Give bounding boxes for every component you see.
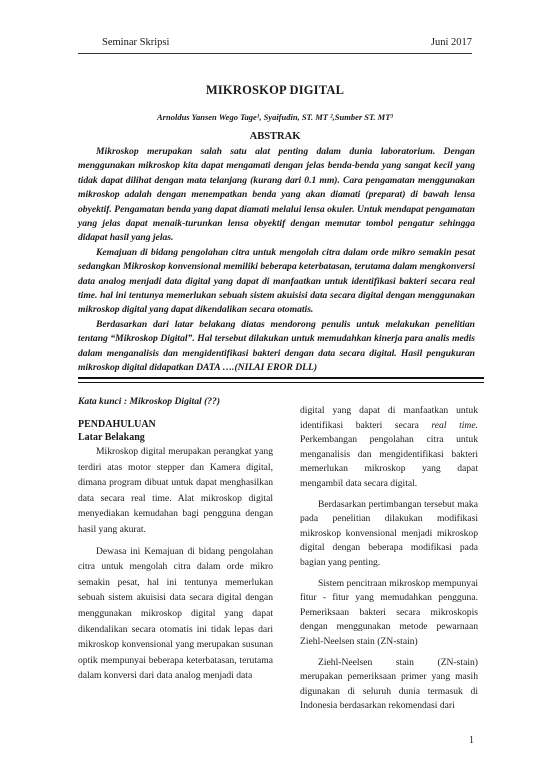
right-column [300,404,478,714]
emphasis-real-time: real time. [431,419,478,431]
running-header-left: Seminar Skripsi [102,37,170,48]
body-paragraph: Dewasa ini Kemajuan di bidang pengolahan citra untuk mengolah citra dalam orde mikro semakin pesat, hal ini tentunya memerlukan sebuah sistem akuisisi data secara digital dengan menggunakan mikroskop digital yang dapat dikendalikan secara otomatis ini tidak lepas dari mikroskop konvensional yang merupakan susunan optik mempunyai beberapa keterbatasan, terutama dalam konversi dari data analog menjadi data [78,545,273,682]
abstract-paragraph-2: Kemajuan di bidang pengolahan citra untuk mengolah citra dalam orde mikro semakin pesat sedangkan Mikroskop konvensional memiliki beberapa keterbatasan, terutama dalam mengkonversi data analog menjadi data digital yang dapat di manfaatkan untuk identifikasi bakteri secara real time. hal ini tentunya memerlukan sebuah sistem akuisisi data secara digital dengan menggunakan mikroskop digital yang dapat dikendalikan secara otomatis. [78,246,475,316]
abstract-divider-thick [78,377,484,379]
body-paragraph: Ziehl-Neelsen stain (ZN-stain) merupakan pemeriksaan primer yang masih digunakan di seluruh dunia termasuk di Indonesia berdasarkan rekomendasi dari [300,656,478,712]
body-paragraph: digital yang dapat di manfaatkan untuk identifikasi bakteri secara real time. Perkembangan pengolahan citra untuk menganalisis dan mengidentifikasi bakteri memerlukan mikroskop yang dapat mengambil data secara digital. [300,405,478,489]
page-number: 1 [469,735,474,746]
abstract-paragraph-1: Mikroskop merupakan salah satu alat penting dalam dunia laboratorium. Dengan menggunakan mikroskop kita dapat mengamati dengan jelas benda-benda yang sangat kecil yang tidak dapat dilihat dengan mata telanjang (kurang dari 0.1 mm). Cara pengamatan menggunakan mikroskop adalah dengan menempatkan benda yang akan diamati (preparat) di bawah lensa obyektif. Pengamatan benda yang dapat diamati melalui lensa okuler. Untuk mendapat pengamatan yang jelas dapat menaik-turunkan lensa obyektif dengan memutar tombol pengatur sehingga didapat hasil yang jelas. [78,146,475,244]
abstract-paragraph-3: Berdasarkan dari latar belakang diatas mendorong penulis untuk melakukan penelitian tentang “Mikroskop Digital”. Hal tersebut dilakukan untuk memudahkan kinerja para analis medis dalam menganalisis dan mengidentifikasi bakteri dengan data secara digital. Hasil pengukuran mikroskop digital didapatkan DATA ….(NILAI EROR DLL) [78,318,475,374]
header-divider [78,53,472,54]
author-list: Arnoldus Yansen Wego Tage¹, Syaifudin, ST. MT ²,Sumber ST. MT³ [157,112,393,122]
body-paragraph: Sistem pencitraan mikroskop mempunyai fitur - fitur yang memudahkan pengguna. Pemeriksaan bakteri secara mikroskopis dengan menggunakan metode pewarnaan Ziehl-Neelsen stain (ZN-stain) [300,577,478,647]
paper-title: MIKROSKOP DIGITAL [205,83,345,97]
keywords: Kata kunci : Mikroskop Digital (??) [78,396,221,407]
abstract-heading: ABSTRAK [249,131,301,142]
section-heading: PENDAHULUAN [78,419,156,430]
body-paragraph: Mikroskop digital merupakan perangkat yang terdiri atas motor stepper dan Kamera digital, dimana program dibuat untuk dapat menghasilkan data secara real time. Alat mikroskop digital menyediakan kemudahan bagi pengguna dengan hasil yang akurat. [78,446,273,535]
body-paragraph: Berdasarkan pertimbangan tersebut maka pada penelitian dilakukan modifikasi mikroskop konvensional menjadi mikroskop digital dengan beberapa modifikasi pada bagian yang penting. [300,498,478,568]
abstract-body [78,145,475,376]
running-header-right: Juni 2017 [430,37,472,48]
subsection-heading: Latar Belakang [78,432,145,443]
left-column [78,418,273,684]
abstract-divider-thin [78,382,484,383]
